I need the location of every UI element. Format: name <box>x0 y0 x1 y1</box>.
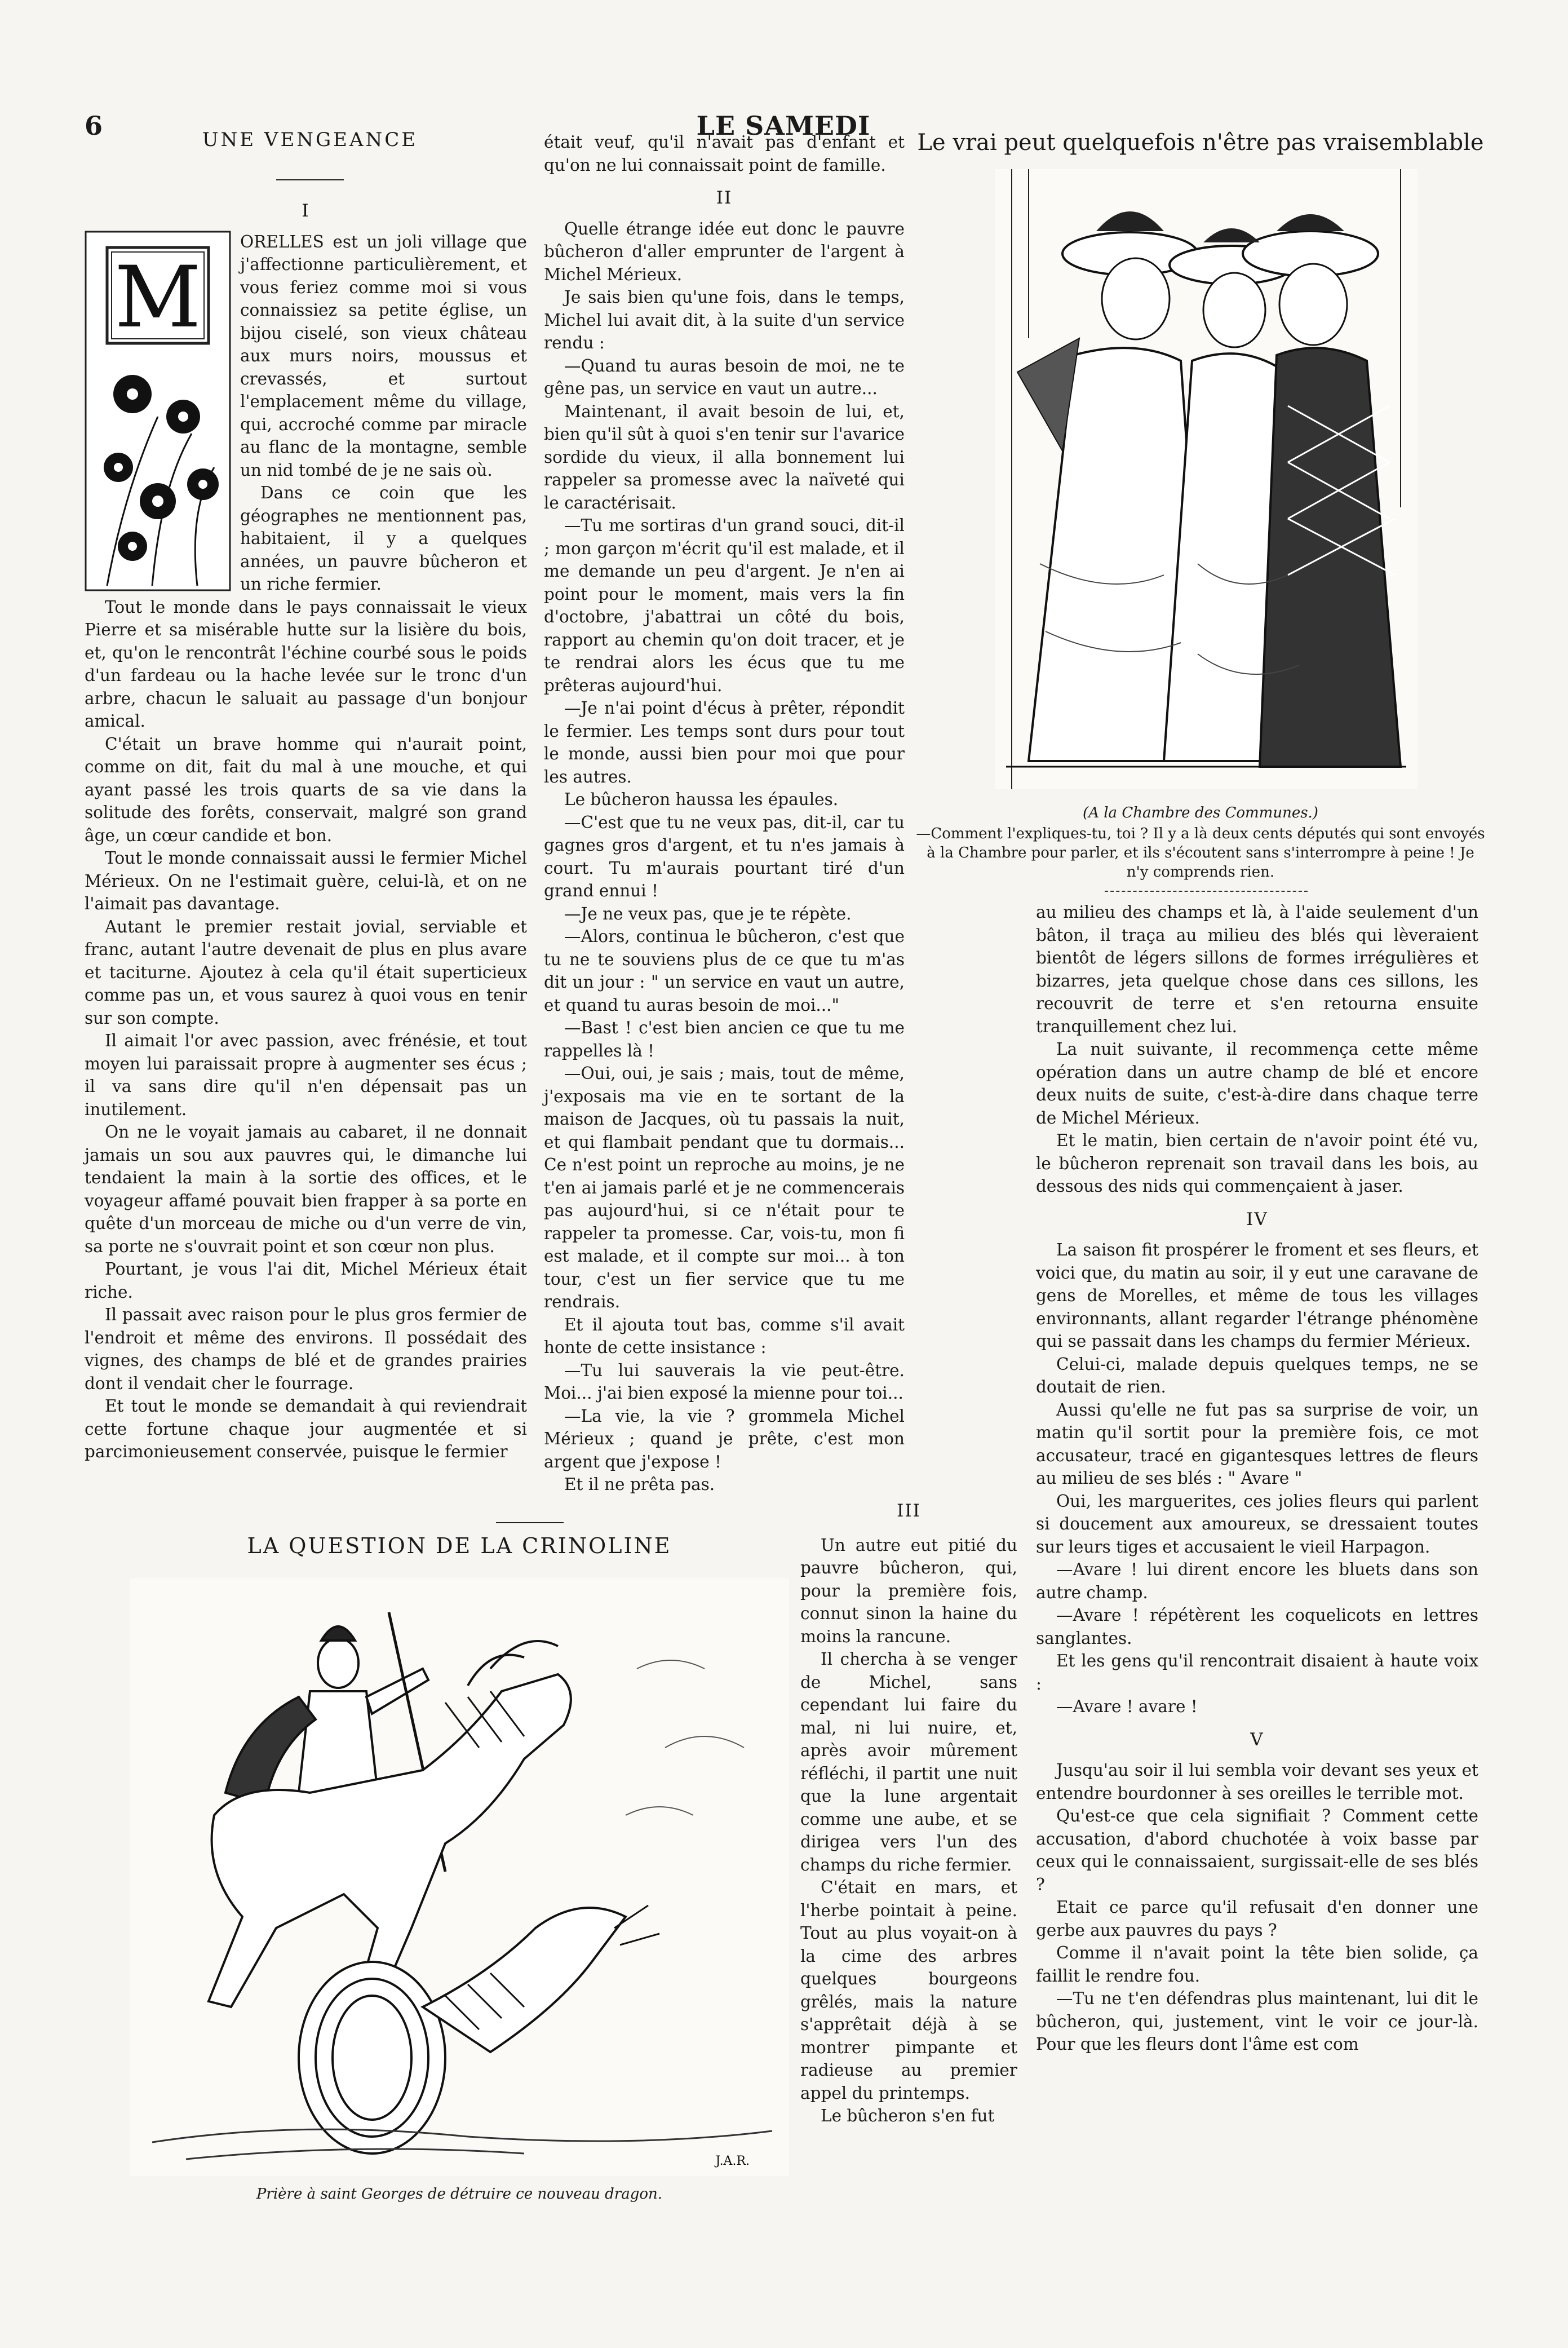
paragraph: Maintenant, il avait besoin de lui, et, bien qu'il sût à quoi s'en tenir sur l'avarice sordide du vieux, il alla bonnement lui rappeler sa promesse avec la naïveté qui le caractérisait. <box>544 401 905 512</box>
paragraph: Il aimait l'or avec passion, avec frénésie, et tout moyen lui paraissait propre à augmenter ses écus ; il va sans dire qu'il n'en dépensait pas un inutilement. <box>85 1031 527 1119</box>
title-rule <box>276 179 344 180</box>
paragraph: —Bast ! c'est bien ancien ce que tu me rappelles là ! <box>544 1018 905 1060</box>
paragraph: C'était un brave homme qui n'aurait point, comme on dit, fait du mal à une mouche, et qui ayant passé les trois quarts de sa vie dans la solitude des forêts, conservait, malgré son grand âge, un cœur candide et bon. <box>85 734 527 845</box>
paragraph: Dans ce coin que les géographes ne mentionnent pas, habitaient, il y a quelques années, un pauvre bûcheron et un riche fermier. <box>240 483 527 594</box>
left-cartoon-title: LA QUESTION DE LA CRINOLINE <box>247 1533 672 1558</box>
paragraph: Et il ajouta tout bas, comme s'il avait honte de cette insistance : <box>544 1315 905 1357</box>
left-cartoon-caption: Prière à saint Georges de détruire ce nouveau dragon. <box>256 2186 663 2203</box>
drop-cap-letter: M <box>114 248 201 347</box>
paragraph: Celui-ci, malade depuis quelques temps, ne se doutait de rien. <box>1036 1354 1478 1396</box>
section-heading-2: II <box>716 188 733 208</box>
paragraph: La saison fit prospérer le froment et ses fleurs, et voici que, du matin au soir, il y eut une caravane de gens de Morelles, et même de tous les villages environnants, allant regarder l'étrange phénomène qui se passait dans les champs du fermier Mérieux. <box>1036 1240 1478 1351</box>
story-title: UNE VENGEANCE <box>202 129 418 151</box>
paragraph: Aussi qu'elle ne fut pas sa surprise de voir, un matin qu'il sortit pour la première fois, ce mot accusateur, tracé en gigantesques lettres de fleurs au milieu de ses blés : " Avare " <box>1036 1400 1478 1488</box>
paragraph: —Avare ! lui dirent encore les bluets dans son autre champ. <box>1036 1560 1478 1602</box>
right-cartoon-caption-place: (A la Chambre des Communes.) <box>1083 804 1318 821</box>
paragraph: —Avare ! répétèrent les coquelicots en lettres sanglantes. <box>1036 1606 1478 1648</box>
paragraph: Et les gens qu'il rencontrait disaient à haute voix : <box>1036 1651 1478 1693</box>
paragraph: —Tu me sortiras d'un grand souci, dit-il ; mon garçon m'écrit qu'il est malade, et il me demande un peu d'argent. Je n'en ai point pour le moment, mais vers la fin d'octobre, j'abattrai un côté du bois, rapport au chemin qu'on doit tracer, et je te rendrai alors les écus que tu me prêteras aujourd'hui. <box>544 516 905 695</box>
column-2-section-3 <box>800 1500 1017 2128</box>
paragraph: —Quand tu auras besoin de moi, ne te gêne pas, un service en vaut un autre... <box>544 356 905 398</box>
paragraph: était veuf, qu'il n'avait pas d'enfant et qu'on ne lui connaissait point de famille. <box>544 132 905 175</box>
section-heading-1: I <box>302 201 310 221</box>
section-heading-3: III <box>897 1501 921 1521</box>
paragraph: C'était en mars, et l'herbe pointait à peine. Tout au plus voyait-on à la cime des arbres quelques bourgeons grêlés, mais la nature s'apprêtait déjà à se montrer pimpante et radieuse au premier appel du printemps. <box>800 1878 1017 2103</box>
bottom-section-rule <box>496 1522 564 1523</box>
column-2 <box>544 131 905 1496</box>
paragraph: Etait ce parce qu'il refusait d'en donner une gerbe aux pauvres du pays ? <box>1036 1898 1478 1940</box>
paragraph: —Tu lui sauverais la vie peut-être. Moi... j'ai bien exposé la mienne pour toi... <box>544 1360 905 1403</box>
paragraph: Comme il n'avait point la tête bien solide, ça faillit le rendre fou. <box>1036 1943 1478 1986</box>
paragraph: Et le matin, bien certain de n'avoir point été vu, le bûcheron reprenait son travail dans les bois, au dessous des nids qui commençaient à jaser. <box>1036 1131 1478 1196</box>
paragraph: Un autre eut pitié du pauvre bûcheron, qui, pour la première fois, connut sinon la haine du moins la rancune. <box>800 1535 1017 1646</box>
drop-cap-illustration <box>85 231 231 591</box>
left-cartoon-illustration <box>130 1578 789 2176</box>
column-3 <box>1036 901 1478 2056</box>
paragraph: —Avare ! avare ! <box>1056 1697 1198 1716</box>
column-1 <box>85 189 527 1463</box>
paragraph: —Alors, continua le bûcheron, c'est que tu ne te souviens plus de ce que tu m'as dit un jour : " un service en vaut un autre, et quand tu auras besoin de moi..." <box>544 927 905 1015</box>
paragraph: Oui, les marguerites, ces jolies fleurs qui parlent si doucement aux amoureux, se dressaient toutes sur leurs tiges et accusaient le vieil Harpagon. <box>1036 1491 1478 1557</box>
cartoon-signature: J.A.R. <box>715 2154 750 2168</box>
paragraph: Jusqu'au soir il lui sembla voir devant ses yeux et entendre bourdonner à ses oreilles le terrible mot. <box>1036 1761 1478 1803</box>
journal-title: LE SAMEDI <box>696 110 871 141</box>
paragraph: —La vie, la vie ? grommela Michel Mérieux ; quand je prête, c'est mon argent que j'expose ! <box>544 1406 905 1471</box>
paragraph: —Je n'ai point d'écus à prêter, répondit le fermier. Les temps sont durs pour tout le monde, aussi bien pour moi que pour les autres. <box>544 698 905 786</box>
paragraph: Le bûcheron s'en fut <box>821 2106 995 2125</box>
section-heading-4: IV <box>1246 1209 1268 1230</box>
paragraph: Qu'est-ce que cela signifiait ? Comment cette accusation, d'abord chuchotée à voix basse par ceux qui le connaissaient, surgissait-elle de ses blés ? <box>1036 1806 1478 1894</box>
paragraph: —Je ne veux pas, que je te répète. <box>564 904 852 923</box>
paragraph: Autant le premier restait jovial, serviable et franc, autant l'autre devenait de plus en plus avare et taciturne. Ajoutez à cela qu'il était superticieux comme pas un, et vous saurez à quoi vous en tenir sur son compte. <box>85 917 527 1028</box>
right-cartoon-illustration <box>995 169 1418 789</box>
paragraph: Quelle étrange idée eut donc le pauvre bûcheron d'aller emprunter de l'argent à Michel Mérieux. <box>544 219 905 284</box>
paragraph: Tout le monde connaissait aussi le fermier Michel Mérieux. On ne l'estimait guère, celui-là, et on ne l'aimait pas davantage. <box>85 848 527 913</box>
page-number: 6 <box>85 110 104 141</box>
paragraph: On ne le voyait jamais au cabaret, il ne donnait jamais un sou aux pauvres qui, le dimanche lui tendaient la main à la sortie des offices, et le voyageur affamé pouvait bien frapper à sa porte en quête d'un morceau de miche ou d'un verre de vin, sa porte ne s'ouvrait point et son cœur non plus. <box>85 1122 527 1256</box>
section-heading-5: V <box>1250 1729 1264 1750</box>
paragraph: —C'est que tu ne veux pas, dit-il, car tu gagnes gros d'argent, et tu n'es jamais à court. Tu m'aurais pourtant tiré d'un grand ennui ! <box>544 812 905 900</box>
paragraph: —Tu ne t'en défendras plus maintenant, lui dit le bûcheron, qui, justement, vint le voir ce jour-là. Pour que les fleurs dont l'âme est com <box>1036 1989 1478 2054</box>
paragraph: Le bûcheron haussa les épaules. <box>564 790 839 809</box>
paragraph: —Oui, oui, je sais ; mais, tout de même, j'exposais ma vie en te sortant de la maison de Jacques, où tu passais la nuit, et qui flambait pendant que tu dormais... Ce n'est point un reproche au moins, je ne t'en ai jamais parlé et je ne commencerais pas aujourd'hui, si ce n'était pour te rappeler ta promesse. Car, vois-tu, mon fi est malade, et il compte sur moi... à ton tour, c'est un fier service que tu me rendrais. <box>544 1064 905 1311</box>
paragraph: Pourtant, je vous l'ai dit, Michel Mérieux était riche. <box>85 1259 527 1302</box>
paragraph: Tout le monde dans le pays connaissait le vieux Pierre et sa misérable hutte sur la lisière du bois, et, qu'on le rencontrât l'échine courbé sous le poids d'un fardeau ou la hache levée sur le tronc d'un arbre, chacun le saluait au passage d'un bonjour amical. <box>85 597 527 731</box>
paragraph: au milieu des champs et là, à l'aide seulement d'un bâton, il traça au milieu des blés qui lèveraient bientôt de légers sillons de formes irrégulières et bizarres, jeta quelque chose dans ces sillons, les recouvrit de terre et s'en retourna ensuite tranquillement chez lui. <box>1036 903 1478 1036</box>
right-cartoon-title: Le vrai peut quelquefois n'être pas vraisemblable <box>917 130 1484 156</box>
paragraph: Il chercha à se venger de Michel, sans cependant lui faire du mal, ni lui nuire, et, après avoir mûrement réfléchi, il partit une nuit que la lune argentait comme une aube, et se dirigea vers l'un des champs du riche fermier. <box>800 1650 1017 1874</box>
paragraph: Il passait avec raison pour le plus gros fermier de l'endroit et même des environs. Il possédait des vignes, des champs de blé et de grandes prairies dont il vendait cher le fourrage. <box>85 1305 527 1393</box>
paragraph: Et il ne prêta pas. <box>564 1475 715 1494</box>
paragraph: Je sais bien qu'une fois, dans le temps, Michel lui avait dit, à la suite d'un service rendu : <box>544 288 905 352</box>
right-cartoon-caption: —Comment l'expliques-tu, toi ? Il y a là deux cents députés qui sont envoyés à la Chambre pour parler, et ils s'écoutent sans s'interrompre à peine ! Je n'y comprends rien. <box>916 825 1485 881</box>
paragraph: ORELLES est un joli village que j'affectionne particulièrement, et vous feriez comme moi si vous connaissiez sa petite église, un bijou ciselé, son vieux château aux murs noirs, moussus et crevassés, et surtout l'emplacement même du village, qui, accroché comme par miracle au flanc de la montagne, semble un nid tombé de je ne sais où. <box>240 232 527 480</box>
paragraph: Et tout le monde se demandait à qui reviendrait cette fortune chaque jour augmentée et si parcimonieusement conservée, puisque le fermier <box>85 1396 527 1461</box>
right-cartoon-rule <box>1105 891 1308 892</box>
paragraph: La nuit suivante, il recommença cette même opération dans un autre champ de blé et encore deux nuits de suite, c'est-à-dire dans chaque terre de Michel Mérieux. <box>1036 1040 1478 1127</box>
